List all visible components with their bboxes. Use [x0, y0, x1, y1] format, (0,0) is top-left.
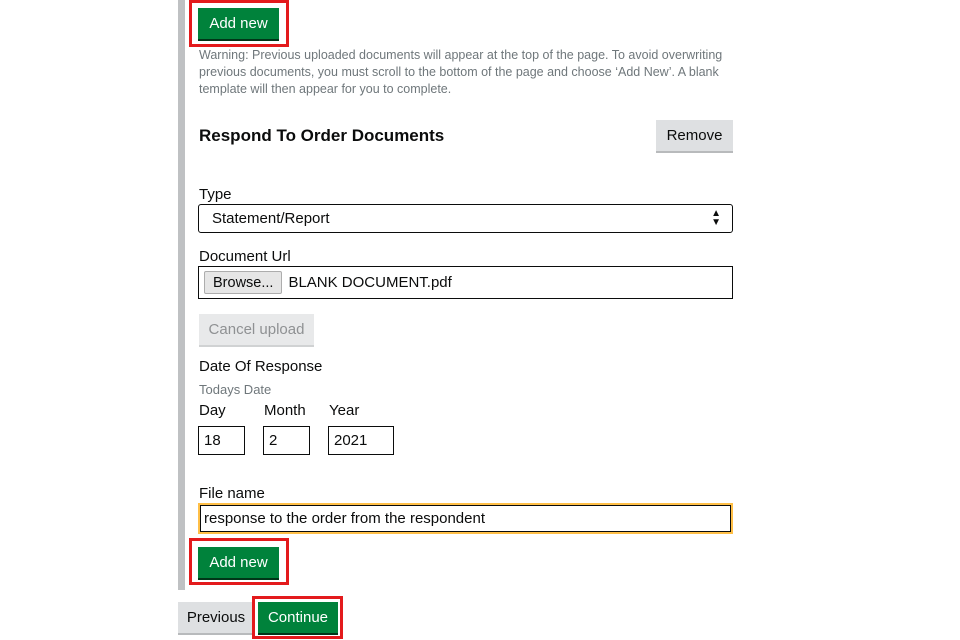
add-new-button-bottom[interactable]: Add new — [198, 547, 279, 578]
type-label: Type — [199, 186, 232, 203]
cancel-upload-button[interactable]: Cancel upload — [199, 314, 314, 345]
file-name-label: File name — [199, 485, 265, 502]
document-file-input[interactable] — [198, 266, 733, 299]
remove-button[interactable]: Remove — [656, 120, 733, 151]
file-name-input[interactable]: response to the order from the respondent — [198, 503, 733, 534]
day-label: Day — [199, 402, 226, 419]
month-label: Month — [264, 402, 306, 419]
select-arrows-icon: ▲ ▼ — [711, 208, 721, 228]
section-left-border — [178, 0, 185, 590]
browse-button[interactable]: Browse... — [204, 271, 282, 294]
previous-button[interactable]: Previous — [178, 602, 254, 633]
type-select-value: Statement/Report — [212, 210, 330, 227]
add-new-button-top[interactable]: Add new — [198, 8, 279, 39]
selected-file-name: BLANK DOCUMENT.pdf — [288, 274, 452, 291]
month-input[interactable]: 2 — [263, 426, 310, 455]
continue-button[interactable]: Continue — [258, 602, 338, 633]
day-input[interactable]: 18 — [198, 426, 245, 455]
date-of-response-label: Date Of Response — [199, 358, 323, 375]
type-select[interactable] — [198, 204, 733, 233]
warning-text: Warning: Previous uploaded documents will appear at the top of the page. To avoid overwriting previous documents, you must scroll to the bottom of the page and choose ‘Add New’. A blank template will then appear for you to complete. — [199, 48, 723, 96]
year-input[interactable]: 2021 — [328, 426, 394, 455]
document-url-label: Document Url — [199, 248, 291, 265]
date-hint: Todays Date — [199, 382, 272, 397]
section-title: Respond To Order Documents — [199, 126, 445, 145]
year-label: Year — [329, 402, 360, 419]
